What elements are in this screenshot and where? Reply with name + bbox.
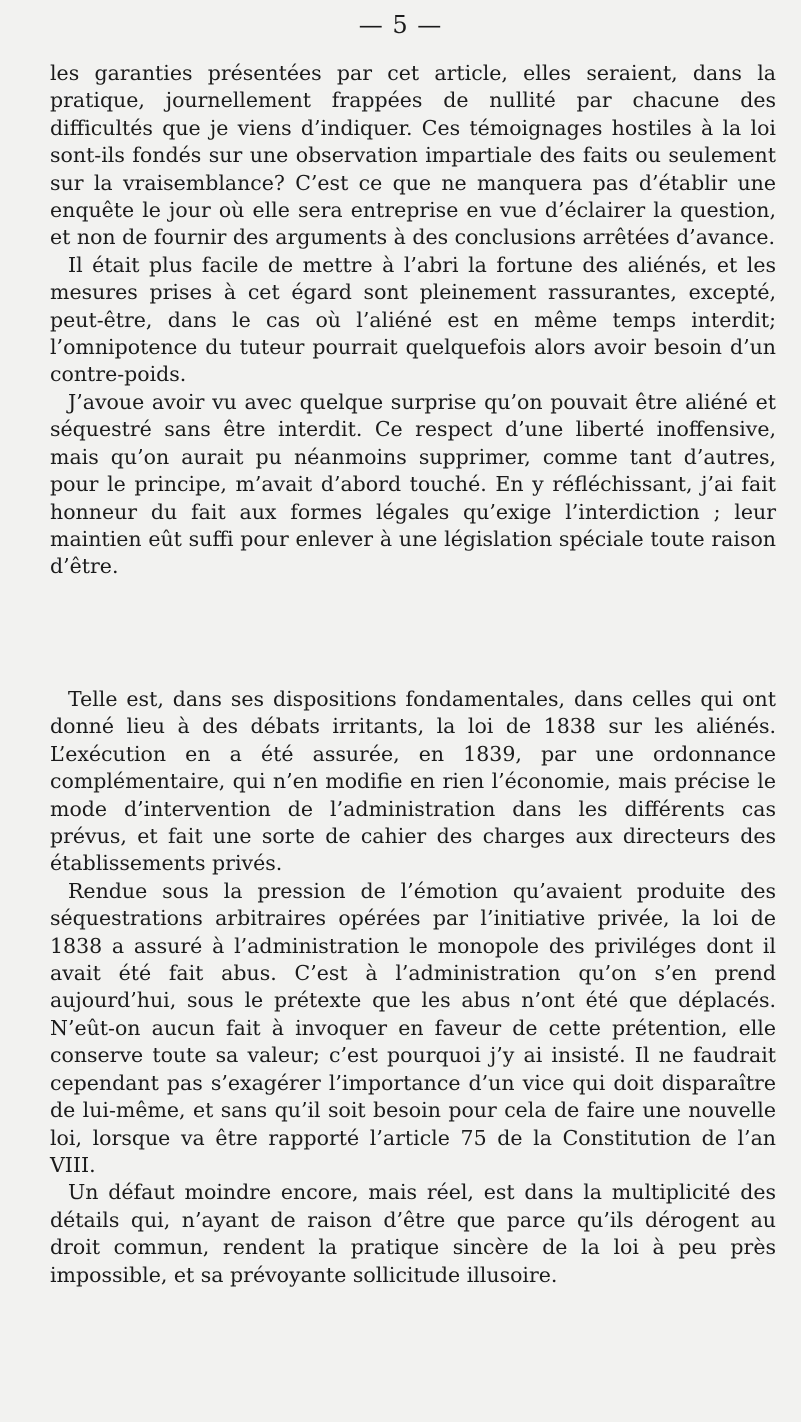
paragraph: Telle est, dans ses dispositions fondamentales, dans celles qui ont donné lieu à des débats irritants, la loi de 1838 sur les aliénés. L’exécution en a été assurée, en 1839, par une ordonnance complémentaire, qui n’en modifie en rien l’économie, mais précise le mode d’intervention de l’administration dans les différents cas prévus, et fait une sorte de cahier des charges aux directeurs des établissements privés. [50,687,776,876]
paragraph: les garanties présentées par cet article, elles seraient, dans la pratique, journellement frappées de nullité par chacune des difficultés que je viens d’indiquer. Ces témoignages hostiles à la loi sont-ils fondés sur une observation impartiale des faits ou seulement sur la vraisemblance? C’est ce que ne manquera pas d’établir une enquête le jour où elle sera entreprise en vue d’éclairer la question, et non de fournir des arguments à des conclusions arrêtées d’avance. [50,61,776,250]
paragraph: J’avoue avoir vu avec quelque surprise qu’on pouvait être aliéné et séquestré sans être interdit. Ce respect d’une liberté inoffensive, mais qu’on aurait pu néanmoins supprimer, comme tant d’autres, pour le principe, m’avait d’abord touché. En y réfléchissant, j’ai fait honneur du fait aux formes légales qu’exige l’interdiction ; leur maintien eût suffi pour enlever à une législation spéciale toute raison d’être. [50,389,776,579]
text-block-upper [50,60,776,581]
paragraph: Rendue sous la pression de l’émotion qu’avaient produite des séquestrations arbitraires opérées par l’initiative privée, la loi de 1838 a assuré à l’administration le monopole des priviléges dont il avait été fait abus. C’est à l’administration qu’on s’en prend aujourd’hui, sous le prétexte que les abus n’ont été que déplacés. N’eût-on aucun fait à invoquer en faveur de cette prétention, elle conserve toute sa valeur; c’est pourquoi j’y ai insisté. Il ne faudrait cependant pas s’exagérer l’importance d’un vice qui doit disparaître de lui-même, et sans qu’il soit besoin pour cela de faire une nouvelle loi, lorsque va être rapporté l’article 75 de la Constitution de l’an VIII. [50,878,776,1177]
text-block-lower [50,686,776,1289]
paragraph: Un défaut moindre encore, mais réel, est dans la multiplicité des détails qui, n’ayant de raison d’être que parce qu’ils dérogent au droit commun, rendent la pratique sincère de la loi à peu près impossible, et sa prévoyante sollicitude illusoire. [50,1180,776,1287]
page-number: — 5 — [358,11,443,39]
paragraph: Il était plus facile de mettre à l’abri la fortune des aliénés, et les mesures prises à cet égard sont pleinement rassurantes, excepté, peut-être, dans le cas où l’aliéné est en même temps interdit; l’omnipotence du tuteur pourrait quelquefois alors avoir besoin d’un contre-poids. [50,252,776,387]
